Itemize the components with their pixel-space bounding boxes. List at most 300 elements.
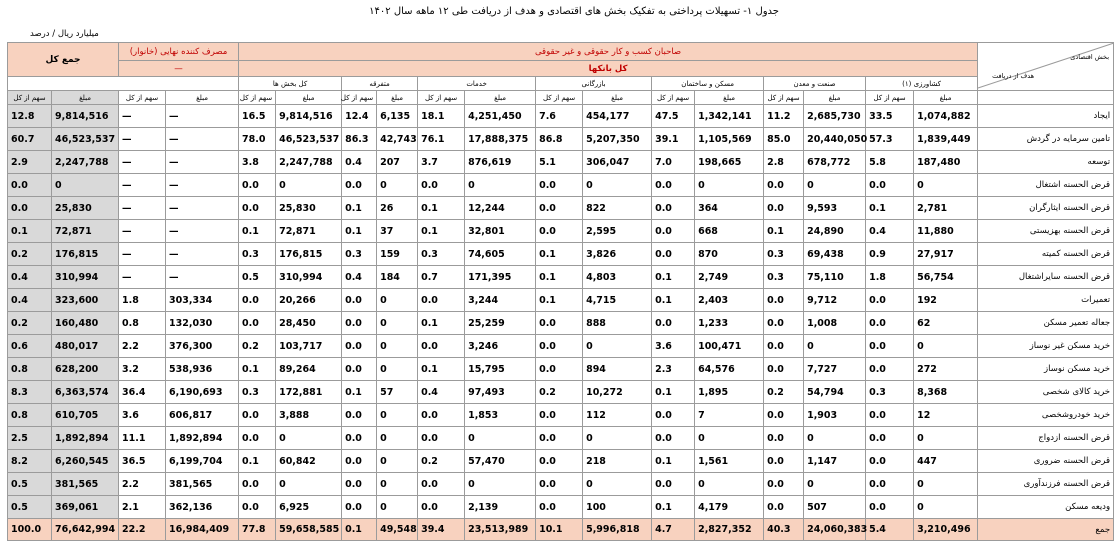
table-row (8, 404, 1114, 427)
share-cell: 0.2 (764, 381, 804, 404)
amount-cell: 6,260,545 (52, 450, 119, 473)
share-cell: 5.8 (866, 151, 914, 174)
amount-column-header: مبلغ (695, 91, 764, 105)
share-cell: 0.0 (866, 450, 914, 473)
amount-cell: 0 (914, 174, 978, 197)
share-cell: 12.4 (342, 105, 377, 128)
amount-cell: — (166, 243, 239, 266)
share-cell: 0.1 (342, 381, 377, 404)
amount-cell: 100 (583, 496, 652, 519)
amount-cell: 6,135 (377, 105, 418, 128)
amount-column-header: مبلغ (52, 91, 119, 105)
amount-cell: 17,888,375 (465, 128, 536, 151)
share-cell: 0.0 (536, 174, 583, 197)
amount-cell: 20,440,050 (804, 128, 866, 151)
share-cell: 0.0 (866, 174, 914, 197)
amount-column-header: مبلغ (276, 91, 342, 105)
share-cell: 0.1 (866, 197, 914, 220)
share-cell: 0.1 (342, 220, 377, 243)
amount-cell: 362,136 (166, 496, 239, 519)
share-cell: 0.0 (536, 496, 583, 519)
amount-cell: 46,523,537 (52, 128, 119, 151)
share-cell: 0.0 (866, 358, 914, 381)
share-cell: 0.0 (764, 312, 804, 335)
sector-header: بازرگانی (536, 77, 652, 91)
amount-cell: 0 (583, 427, 652, 450)
amount-cell: 381,565 (166, 473, 239, 496)
share-cell: 0.2 (536, 381, 583, 404)
consumer-dash: — (119, 61, 239, 77)
share-cell: 2.8 (764, 151, 804, 174)
sector-header: خدمات (418, 77, 536, 91)
row-label: قرض الحسنه ایثارگران (978, 197, 1114, 220)
amount-cell: 0 (914, 335, 978, 358)
share-cell: 0.0 (866, 289, 914, 312)
share-cell: 0.4 (418, 381, 465, 404)
amount-cell: 6,925 (276, 496, 342, 519)
share-cell: 0.0 (342, 312, 377, 335)
amount-cell: 364 (695, 197, 764, 220)
share-cell: 78.0 (239, 128, 276, 151)
amount-cell: 0 (377, 358, 418, 381)
share-cell: 0.0 (418, 473, 465, 496)
amount-cell: 72,871 (276, 220, 342, 243)
share-cell: 0.1 (652, 289, 695, 312)
share-cell: 0.4 (342, 151, 377, 174)
share-cell: 0.0 (536, 335, 583, 358)
row-label: قرض الحسنه بهزیستی (978, 220, 1114, 243)
share-cell: 0.7 (418, 266, 465, 289)
amount-cell: 0 (377, 496, 418, 519)
share-cell: 0.0 (764, 450, 804, 473)
share-cell: 0.0 (239, 427, 276, 450)
amount-cell: 0 (276, 473, 342, 496)
amount-column-header: مبلغ (804, 91, 866, 105)
amount-cell: 28,450 (276, 312, 342, 335)
share-column-header: سهم از کل (418, 91, 465, 105)
share-cell: 0.3 (418, 243, 465, 266)
share-cell: 0.0 (342, 174, 377, 197)
amount-cell: 100,471 (695, 335, 764, 358)
table-row (8, 312, 1114, 335)
share-cell: 0.4 (8, 289, 52, 312)
share-cell: — (119, 266, 166, 289)
sector-header: کشاورزی (۱) (866, 77, 978, 91)
share-cell: 0.0 (536, 404, 583, 427)
share-cell: 86.8 (536, 128, 583, 151)
amount-cell: 0 (377, 473, 418, 496)
share-cell: 0.0 (239, 197, 276, 220)
share-cell: 0.2 (8, 312, 52, 335)
share-cell: — (119, 128, 166, 151)
share-cell: 36.5 (119, 450, 166, 473)
row-label: جعاله تعمیر مسکن (978, 312, 1114, 335)
share-cell: 77.8 (239, 519, 276, 541)
amount-cell: 60,842 (276, 450, 342, 473)
amount-cell: 4,251,450 (465, 105, 536, 128)
amount-cell: 0 (377, 427, 418, 450)
share-cell: 0.5 (8, 473, 52, 496)
share-cell: 0.0 (342, 427, 377, 450)
amount-cell: 0 (377, 335, 418, 358)
row-label: تامین سرمایه در گردش (978, 128, 1114, 151)
share-cell: 0.0 (342, 358, 377, 381)
share-cell: 57.3 (866, 128, 914, 151)
amount-cell: 74,605 (465, 243, 536, 266)
share-cell: 0.3 (239, 381, 276, 404)
amount-cell: 0 (914, 473, 978, 496)
amount-cell: 1,892,894 (52, 427, 119, 450)
share-cell: 0.0 (764, 427, 804, 450)
table-row (8, 197, 1114, 220)
share-cell: 0.0 (342, 496, 377, 519)
share-cell: 0.0 (866, 404, 914, 427)
share-cell: 3.8 (239, 151, 276, 174)
amount-cell: 15,795 (465, 358, 536, 381)
amount-cell: 303,334 (166, 289, 239, 312)
share-column-header: سهم از کل (119, 91, 166, 105)
amount-cell: 89,264 (276, 358, 342, 381)
row-label: قرض الحسنه فرزندآوری (978, 473, 1114, 496)
share-cell: 0.1 (239, 358, 276, 381)
share-cell: 0.0 (652, 427, 695, 450)
amount-cell: 0 (695, 473, 764, 496)
amount-column-header: مبلغ (914, 91, 978, 105)
share-cell: 0.0 (239, 404, 276, 427)
table-row (8, 220, 1114, 243)
amount-cell: 54,794 (804, 381, 866, 404)
amount-cell: 0 (914, 427, 978, 450)
amount-cell: 0 (804, 174, 866, 197)
grand-total-header: جمع کل (8, 43, 119, 77)
amount-cell: 0 (804, 473, 866, 496)
table-row (8, 427, 1114, 450)
all-banks-header: کل بانکها (239, 61, 978, 77)
amount-cell: 3,246 (465, 335, 536, 358)
share-cell: 0.0 (866, 335, 914, 358)
share-cell: 0.1 (652, 496, 695, 519)
share-cell: 0.0 (8, 174, 52, 197)
share-cell: 86.3 (342, 128, 377, 151)
table-row (8, 105, 1114, 128)
amount-cell: — (166, 220, 239, 243)
row-label: قرض الحسنه کمیته (978, 243, 1114, 266)
share-cell: 3.7 (418, 151, 465, 174)
amount-cell: 23,513,989 (465, 519, 536, 541)
share-cell: 5.1 (536, 151, 583, 174)
share-cell: 0.0 (536, 427, 583, 450)
amount-cell: 159 (377, 243, 418, 266)
share-cell: 36.4 (119, 381, 166, 404)
share-cell: 60.7 (8, 128, 52, 151)
share-cell: 0.0 (652, 473, 695, 496)
share-column-header: سهم از کل (764, 91, 804, 105)
row-label: خرید مسکن غیر نوساز (978, 335, 1114, 358)
share-column-header: سهم از کل (342, 91, 377, 105)
row-label: ودیعه مسکن (978, 496, 1114, 519)
amount-cell: 0 (695, 427, 764, 450)
amount-cell: 9,814,516 (276, 105, 342, 128)
share-cell: 1.8 (119, 289, 166, 312)
amount-cell: 454,177 (583, 105, 652, 128)
amount-cell: 323,600 (52, 289, 119, 312)
amount-cell: 187,480 (914, 151, 978, 174)
share-cell: 0.2 (8, 243, 52, 266)
amount-cell: 2,595 (583, 220, 652, 243)
amount-cell: 132,030 (166, 312, 239, 335)
row-label: قرض الحسنه اشتغال (978, 174, 1114, 197)
amount-cell: 0 (465, 427, 536, 450)
amount-cell: — (166, 174, 239, 197)
share-cell: 0.3 (866, 381, 914, 404)
amount-cell: 0 (583, 473, 652, 496)
share-cell: 0.0 (418, 289, 465, 312)
total-row (8, 519, 1114, 541)
row-label: قرض الحسنه ضروری (978, 450, 1114, 473)
share-cell: 0.0 (536, 220, 583, 243)
share-column-header: سهم از کل (866, 91, 914, 105)
share-cell: 2.1 (119, 496, 166, 519)
amount-cell: 6,199,704 (166, 450, 239, 473)
share-cell: 0.0 (866, 427, 914, 450)
share-cell: 0.0 (536, 450, 583, 473)
amount-cell: 894 (583, 358, 652, 381)
amount-cell: 2,781 (914, 197, 978, 220)
amount-cell: 0 (377, 174, 418, 197)
amount-cell: 6,363,574 (52, 381, 119, 404)
share-column-header: سهم از کل (8, 91, 52, 105)
amount-cell: 27,917 (914, 243, 978, 266)
amount-cell: 184 (377, 266, 418, 289)
share-cell: 22.2 (119, 519, 166, 541)
amount-cell: 11,880 (914, 220, 978, 243)
share-cell: 0.4 (342, 266, 377, 289)
share-cell: 0.0 (342, 335, 377, 358)
share-cell: 0.1 (418, 312, 465, 335)
amount-cell: 171,395 (465, 266, 536, 289)
share-cell: — (119, 151, 166, 174)
share-cell: 0.0 (764, 358, 804, 381)
share-cell: 0.0 (342, 473, 377, 496)
share-cell: 2.2 (119, 473, 166, 496)
sector-header: مسکن و ساختمان (652, 77, 764, 91)
row-label: تعمیرات (978, 289, 1114, 312)
share-cell: 0.0 (764, 289, 804, 312)
share-cell: 0.1 (342, 519, 377, 541)
share-cell: 0.0 (239, 289, 276, 312)
table-row (8, 496, 1114, 519)
share-cell: 0.0 (418, 404, 465, 427)
amount-cell: 1,895 (695, 381, 764, 404)
share-cell: 0.0 (866, 473, 914, 496)
total-label: جمع (978, 519, 1114, 541)
share-cell: 3.6 (652, 335, 695, 358)
amount-cell: 7,727 (804, 358, 866, 381)
share-cell: 0.0 (536, 197, 583, 220)
table-row (8, 174, 1114, 197)
amount-cell: 75,110 (804, 266, 866, 289)
row-label: توسعه (978, 151, 1114, 174)
amount-cell: 24,060,383 (804, 519, 866, 541)
share-cell: 0.0 (764, 197, 804, 220)
amount-cell: 0 (695, 174, 764, 197)
share-cell: 0.1 (652, 450, 695, 473)
share-cell: 0.0 (536, 312, 583, 335)
amount-cell: 2,827,352 (695, 519, 764, 541)
label-column-header (978, 91, 1114, 105)
amount-cell: 1,903 (804, 404, 866, 427)
amount-cell: 376,300 (166, 335, 239, 358)
share-cell: 0.8 (8, 404, 52, 427)
amount-column-header: مبلغ (377, 91, 418, 105)
amount-cell: 2,247,788 (52, 151, 119, 174)
table-row (8, 243, 1114, 266)
share-cell: 39.4 (418, 519, 465, 541)
share-cell: 3.6 (119, 404, 166, 427)
share-cell: 0.0 (239, 473, 276, 496)
amount-cell: 3,244 (465, 289, 536, 312)
share-cell: 12.8 (8, 105, 52, 128)
share-cell: 0.0 (418, 335, 465, 358)
share-cell: 0.1 (652, 381, 695, 404)
amount-cell: 46,523,537 (276, 128, 342, 151)
amount-cell: 0 (914, 496, 978, 519)
amount-cell: 112 (583, 404, 652, 427)
share-cell: 0.5 (239, 266, 276, 289)
amount-cell: 1,853 (465, 404, 536, 427)
amount-cell: 9,593 (804, 197, 866, 220)
share-cell: 18.1 (418, 105, 465, 128)
amount-cell: 2,749 (695, 266, 764, 289)
amount-cell: 25,830 (52, 197, 119, 220)
amount-cell: 9,814,516 (52, 105, 119, 128)
amount-cell: — (166, 266, 239, 289)
row-label: ایجاد (978, 105, 1114, 128)
table-row (8, 151, 1114, 174)
share-cell: 0.0 (342, 289, 377, 312)
amount-cell: 16,984,409 (166, 519, 239, 541)
share-cell: 85.0 (764, 128, 804, 151)
share-cell: 40.3 (764, 519, 804, 541)
share-cell: 8.3 (8, 381, 52, 404)
share-cell: — (119, 220, 166, 243)
amount-cell: 0 (804, 427, 866, 450)
table-row (8, 289, 1114, 312)
amount-cell: 310,994 (52, 266, 119, 289)
share-cell: 3.2 (119, 358, 166, 381)
amount-cell: 2,139 (465, 496, 536, 519)
amount-cell: 678,772 (804, 151, 866, 174)
share-cell: 0.3 (764, 243, 804, 266)
amount-cell: 538,936 (166, 358, 239, 381)
amount-cell: 5,996,818 (583, 519, 652, 541)
share-cell: 0.3 (342, 243, 377, 266)
share-cell: 11.1 (119, 427, 166, 450)
row-label: قرض الحسنه ازدواج (978, 427, 1114, 450)
amount-cell: 888 (583, 312, 652, 335)
amount-cell: 103,717 (276, 335, 342, 358)
share-cell: 0.2 (239, 335, 276, 358)
amount-cell: 1,147 (804, 450, 866, 473)
amount-cell: 1,892,894 (166, 427, 239, 450)
share-cell: 0.0 (652, 220, 695, 243)
share-cell: 0.3 (239, 243, 276, 266)
amount-cell: 10,272 (583, 381, 652, 404)
amount-cell: 57 (377, 381, 418, 404)
table-row (8, 266, 1114, 289)
amount-cell: 0 (276, 427, 342, 450)
share-cell: 0.0 (764, 404, 804, 427)
table-row (8, 335, 1114, 358)
amount-cell: 0 (465, 174, 536, 197)
share-cell: — (119, 105, 166, 128)
table-title: جدول ۱- تسهیلات پرداختی به تفکیک بخش های اقتصادی و هدف از دریافت طی ۱۲ ماهه سال ۱۴۰۲ (369, 6, 779, 17)
amount-cell: 0 (583, 174, 652, 197)
share-cell: 0.1 (418, 197, 465, 220)
amount-cell: — (166, 128, 239, 151)
amount-cell: 20,266 (276, 289, 342, 312)
share-cell: 0.0 (239, 174, 276, 197)
share-cell: 76.1 (418, 128, 465, 151)
share-cell: 0.2 (418, 450, 465, 473)
share-cell: 2.5 (8, 427, 52, 450)
share-cell: 0.0 (764, 496, 804, 519)
share-cell: 2.9 (8, 151, 52, 174)
share-cell: — (119, 174, 166, 197)
share-cell: 0.0 (239, 312, 276, 335)
amount-cell: 610,705 (52, 404, 119, 427)
share-cell: 0.0 (418, 496, 465, 519)
amount-cell: 4,803 (583, 266, 652, 289)
amount-cell: 4,715 (583, 289, 652, 312)
row-label: خرید کالای شخصی (978, 381, 1114, 404)
corner-label-sector: بخش اقتصادی (1070, 53, 1110, 61)
share-cell: — (119, 243, 166, 266)
share-cell: 0.1 (342, 197, 377, 220)
amount-cell: 42,743 (377, 128, 418, 151)
share-cell: 0.1 (764, 220, 804, 243)
sub-header-spacer (8, 77, 239, 91)
amount-cell: 606,817 (166, 404, 239, 427)
row-label: خرید مسکن نوساز (978, 358, 1114, 381)
amount-cell: 59,658,585 (276, 519, 342, 541)
table-row (8, 128, 1114, 151)
share-cell: 0.0 (239, 496, 276, 519)
share-cell: 10.1 (536, 519, 583, 541)
amount-cell: 369,061 (52, 496, 119, 519)
share-cell: 0.8 (119, 312, 166, 335)
share-cell: 0.0 (764, 174, 804, 197)
share-cell: 0.1 (536, 266, 583, 289)
amount-cell: 69,438 (804, 243, 866, 266)
diagonal-divider (978, 43, 1114, 88)
table-row (8, 473, 1114, 496)
amount-cell: 306,047 (583, 151, 652, 174)
share-cell: 100.0 (8, 519, 52, 541)
share-cell: 0.0 (342, 450, 377, 473)
amount-cell: 1,105,569 (695, 128, 764, 151)
share-cell: 2.2 (119, 335, 166, 358)
share-cell: 0.0 (652, 243, 695, 266)
share-cell: 0.1 (652, 266, 695, 289)
amount-cell: 2,247,788 (276, 151, 342, 174)
share-cell: 33.5 (866, 105, 914, 128)
amount-cell: 76,642,994 (52, 519, 119, 541)
amount-cell: 198,665 (695, 151, 764, 174)
row-label: خرید خودروشخصی (978, 404, 1114, 427)
share-cell: 0.1 (239, 450, 276, 473)
sector-header: متفرقه (342, 77, 418, 91)
